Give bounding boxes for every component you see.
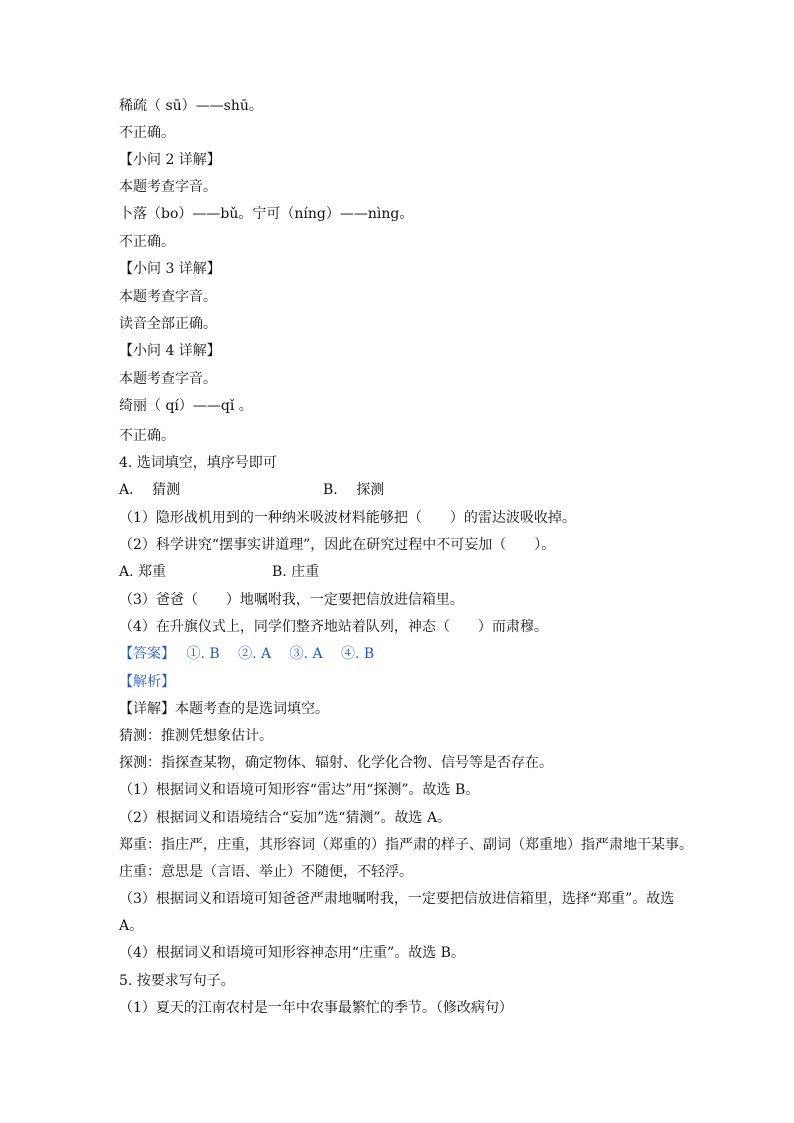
text-line: （1）根据词义和语境可知形容“雷达”用“探测”。故选 B。 bbox=[119, 782, 480, 798]
option-a: A. 郑重 bbox=[119, 564, 167, 580]
question-title: 4. 选词填空，填序号即可 bbox=[119, 455, 277, 471]
text-line: 本题考查字音。 bbox=[119, 289, 217, 305]
option-row bbox=[119, 563, 714, 581]
section-heading: 【小问 4 详解】 bbox=[119, 343, 221, 359]
section-heading: 【小问 3 详解】 bbox=[119, 261, 221, 277]
text-line: 卜落（bo）——bǔ。宁可（níng）——nìng。 bbox=[119, 206, 414, 222]
text-line: （2）根据词义和语境结合“妄加”选“猜测”。故选 A。 bbox=[119, 810, 452, 826]
question-title: 5. 按要求写句子。 bbox=[119, 973, 235, 989]
text-line: 庄重：意思是（言语、举止）不随便，不轻浮。 bbox=[119, 864, 413, 880]
text-line: 郑重：指庄严，庄重，其形容词（郑重的）指严肃的样子、副词（郑重地）指严肃地干某事。 bbox=[119, 837, 693, 853]
option-a: A. 猜测 bbox=[119, 482, 181, 498]
section-heading: 【小问 2 详解】 bbox=[119, 152, 221, 168]
text-line: 稀疏（ sū）——shū。 bbox=[119, 98, 263, 114]
text-line: 不正确。 bbox=[119, 125, 175, 141]
text-line: （3）爸爸（ ）地嘱咐我，一定要把信放进信箱里。 bbox=[119, 592, 464, 608]
text-line: 读音全部正确。 bbox=[119, 316, 217, 332]
text-line: A。 bbox=[119, 918, 144, 934]
text-line: （2）科学讲究“摆事实讲道理”，因此在研究过程中不可妄加（ ）。 bbox=[119, 537, 556, 553]
option-b: B. 庄重 bbox=[272, 564, 320, 580]
option-b: B. 探测 bbox=[323, 482, 385, 498]
text-line: 猜测：推测凭想象估计。 bbox=[119, 728, 273, 744]
option-row bbox=[119, 481, 714, 499]
text-line: 不正确。 bbox=[119, 428, 175, 444]
text-line: （4）根据词义和语境可知形容神态用“庄重”。故选 B。 bbox=[119, 945, 465, 961]
text-line: 不正确。 bbox=[119, 234, 175, 250]
text-line: 探测：指探查某物，确定物体、辐射、化学化合物、信号等是否存在。 bbox=[119, 755, 553, 771]
analysis-heading: 【解析】 bbox=[119, 674, 175, 690]
text-line: （1）隐形战机用到的一种纳米吸波材料能够把（ ）的雷达波吸收掉。 bbox=[119, 510, 576, 526]
text-line: 本题考查字音。 bbox=[119, 371, 217, 387]
text-line: 绮丽（ qí）——qǐ 。 bbox=[119, 398, 253, 414]
text-line: 【详解】本题考查的是选词填空。 bbox=[119, 701, 329, 717]
text-line: （3）根据词义和语境可知爸爸严肃地嘱咐我，一定要把信放进信箱里，选择“郑重”。故选 bbox=[119, 891, 675, 907]
text-line: （4）在升旗仪式上，同学们整齐地站着队列，神态（ ）而肃穆。 bbox=[119, 619, 548, 635]
text-line: （1）夏天的江南农村是一年中农事最繁忙的季节。（修改病句） bbox=[119, 1000, 513, 1016]
text-line: 本题考查字音。 bbox=[119, 179, 217, 195]
answer-line: 【答案】 ①. B ②. A ③. A ④. B bbox=[119, 646, 375, 662]
